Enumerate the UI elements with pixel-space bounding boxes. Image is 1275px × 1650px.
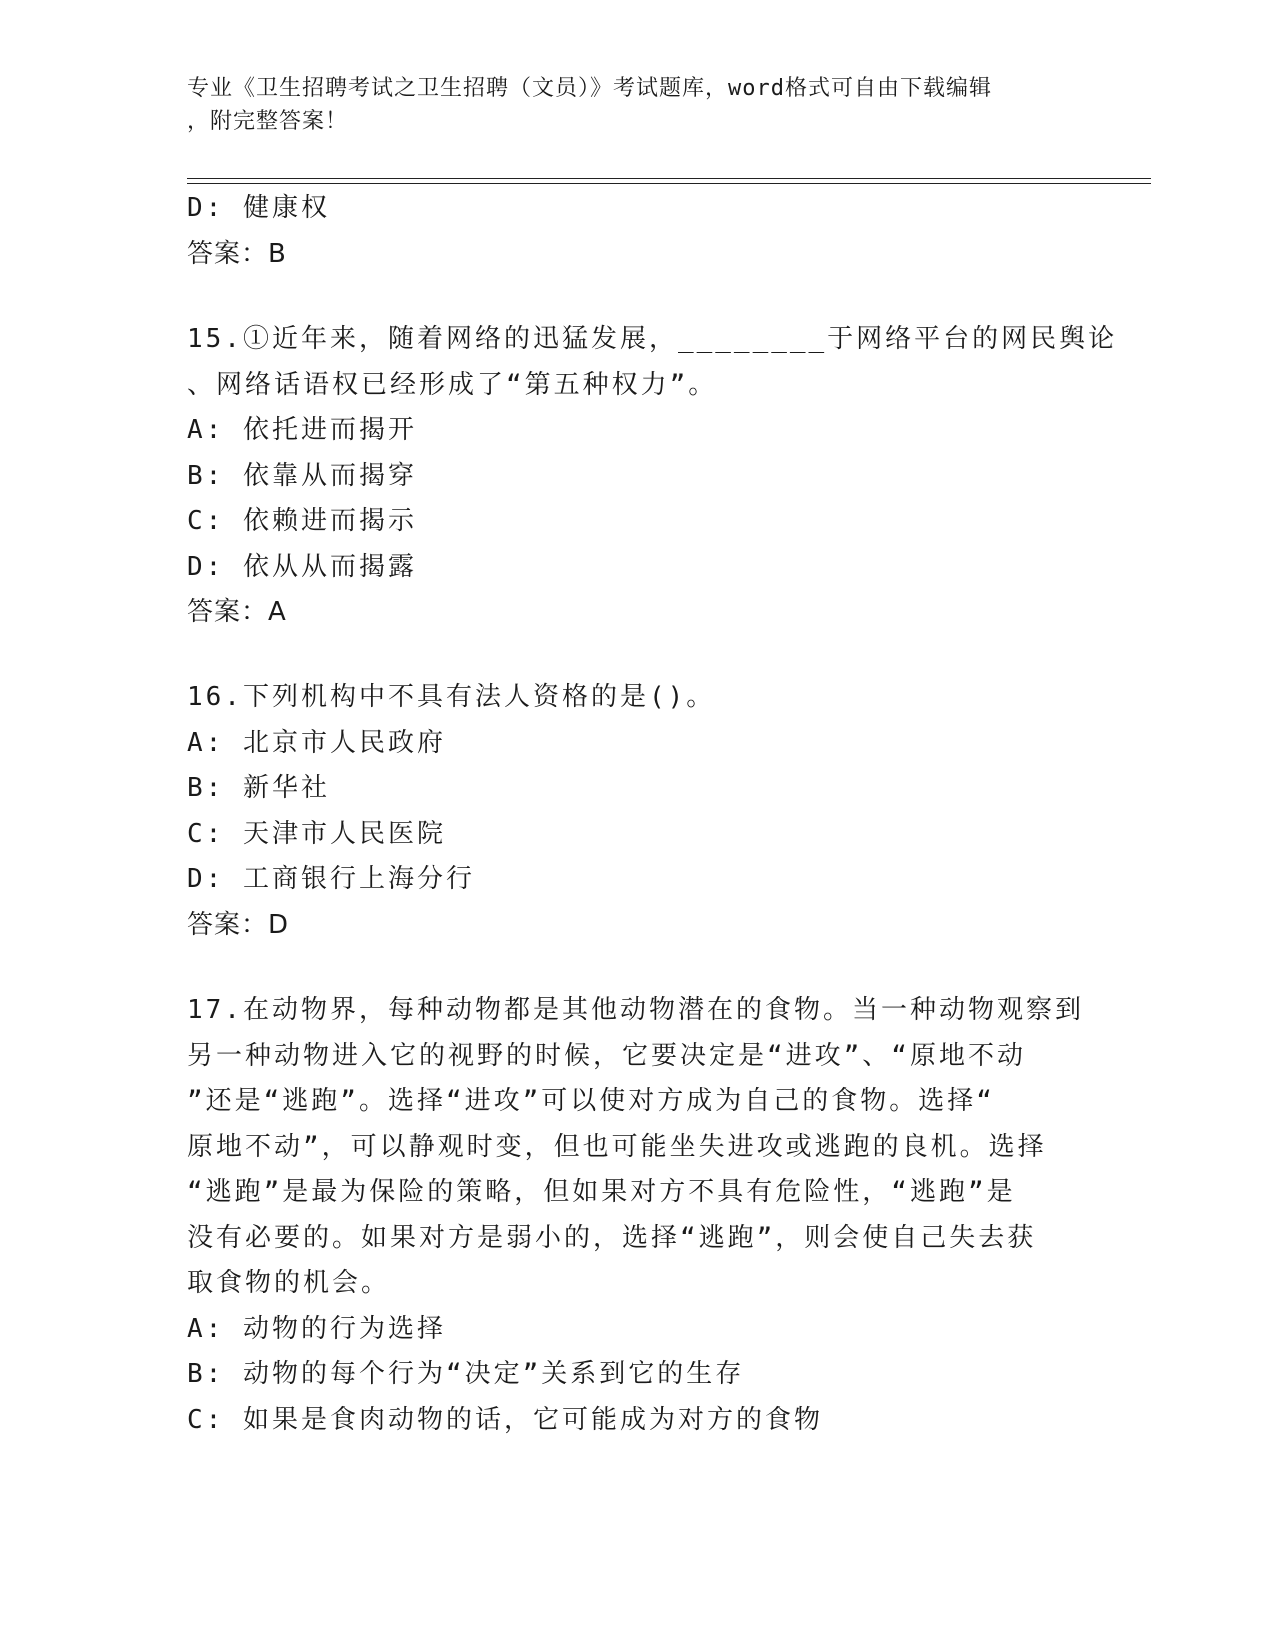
option-d: D: 依从从而揭露 — [187, 551, 417, 582]
header-divider-top — [187, 178, 1151, 179]
question-16 — [187, 675, 1077, 948]
option-a: A: 北京市人民政府 — [187, 727, 446, 758]
question-17 — [187, 988, 1084, 1443]
question-14-tail — [187, 186, 1077, 277]
option-b: B: 新华社 — [187, 773, 330, 803]
option-d: D: 健康权 — [187, 193, 330, 223]
option-c: C: 天津市人民医院 — [187, 818, 446, 849]
question-text: 原地不动”，可以静观时变，但也可能坐失进攻或逃跑的良机。选择 — [187, 1131, 1047, 1162]
option-a: A: 动物的行为选择 — [187, 1313, 446, 1344]
question-text: ”还是“逃跑”。选择“进攻”可以使对方成为自己的食物。选择“ — [187, 1086, 995, 1116]
question-text: 17.在动物界，每种动物都是其他动物潜在的食物。当一种动物观察到 — [187, 995, 1084, 1025]
header-divider-bottom — [187, 183, 1151, 184]
document-header — [187, 72, 1067, 138]
question-text: 15.①近年来，随着网络的迅猛发展，________于网络平台的网民舆论 — [187, 324, 1118, 354]
question-text: 16.下列机构中不具有法人资格的是()。 — [187, 682, 716, 712]
option-d: D: 工商银行上海分行 — [187, 864, 475, 894]
question-text: 没有必要的。如果对方是弱小的，选择“逃跑”，则会使自己失去获 — [187, 1222, 1037, 1253]
header-line-2: ，附完整答案！ — [187, 109, 349, 134]
answer: 答案：D — [187, 909, 290, 940]
question-text: 另一种动物进入它的视野的时候，它要决定是“进攻”、“原地不动 — [187, 1040, 1026, 1071]
option-a: A: 依托进而揭开 — [187, 415, 417, 445]
option-b: B: 依靠从而揭穿 — [187, 460, 417, 491]
answer: 答案：A — [187, 597, 287, 627]
header-line-1: 专业《卫生招聘考试之卫生招聘（文员）》考试题库，word格式可自由下载编辑 — [187, 76, 992, 101]
question-15 — [187, 317, 1118, 636]
option-c: C: 依赖进而揭示 — [187, 506, 417, 536]
answer: 答案：B — [187, 238, 287, 269]
option-b: B: 动物的每个行为“决定”关系到它的生存 — [187, 1359, 745, 1389]
question-text: 取食物的机会。 — [187, 1268, 391, 1298]
question-text: 、网络话语权已经形成了“第五种权力”。 — [187, 369, 718, 400]
question-text: “逃跑”是最为保险的策略，但如果对方不具有危险性，“逃跑”是 — [187, 1177, 1016, 1207]
option-c: C: 如果是食肉动物的话，它可能成为对方的食物 — [187, 1404, 823, 1435]
